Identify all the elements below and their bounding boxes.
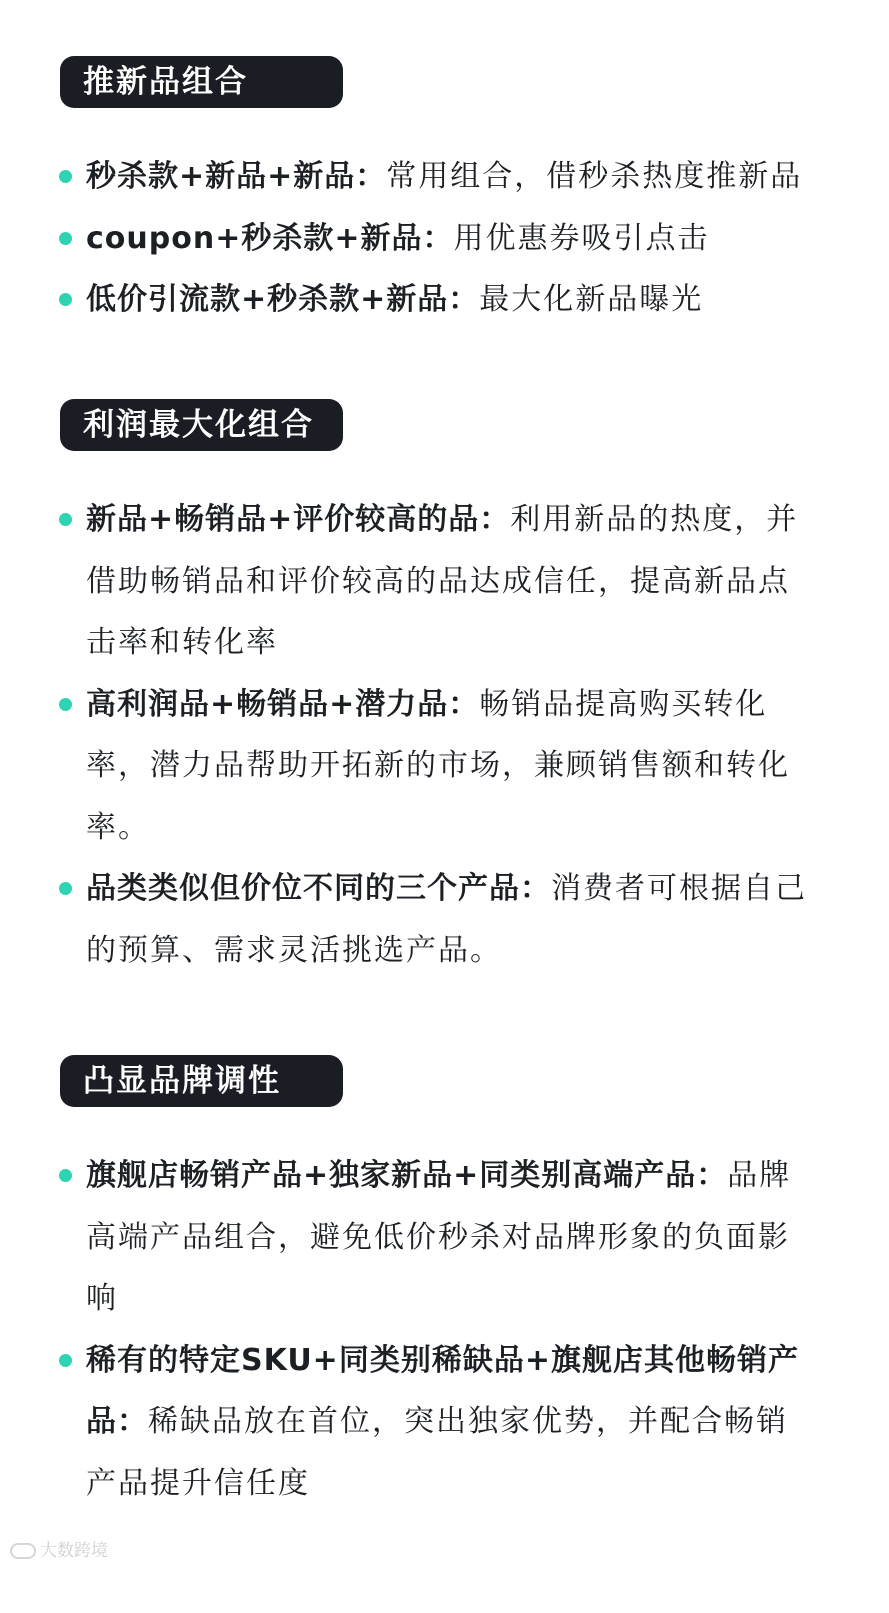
bullet-dot-icon bbox=[59, 1169, 72, 1182]
item-bold: 新品+畅销品+评价较高的品： bbox=[86, 502, 511, 537]
bullet-dot-icon bbox=[59, 513, 72, 526]
item-desc: 最大化新品曝光 bbox=[479, 282, 704, 317]
list-item bbox=[0, 269, 889, 331]
item-desc: 消费者可根据自己的预算、需求灵活挑选产品。 bbox=[86, 871, 807, 968]
item-bold: 秒杀款+新品+新品： bbox=[86, 159, 387, 194]
item-list bbox=[0, 1145, 889, 1514]
section-title: 利润最大化组合 bbox=[60, 399, 343, 451]
brand-logo-icon bbox=[10, 1543, 36, 1559]
item-list bbox=[0, 489, 889, 981]
section-title: 凸显品牌调性 bbox=[60, 1055, 343, 1107]
item-list bbox=[0, 146, 889, 331]
bullet-dot-icon bbox=[59, 882, 72, 895]
list-item bbox=[0, 489, 889, 674]
item-desc: 稀缺品放在首位，突出独家优势，并配合畅销产品提升信任度 bbox=[86, 1404, 788, 1501]
section-title: 推新品组合 bbox=[60, 56, 343, 108]
item-desc: 畅销品提高购买转化率，潜力品帮助开拓新的市场，兼顾销售额和转化率。 bbox=[86, 686, 790, 845]
bullet-dot-icon bbox=[59, 170, 72, 183]
list-item bbox=[0, 674, 889, 859]
bullet-dot-icon bbox=[59, 293, 72, 306]
item-desc: 品牌高端产品组合，避免低价秒杀对品牌形象的负面影响 bbox=[86, 1158, 792, 1316]
bullet-dot-icon bbox=[59, 232, 72, 245]
bullet-dot-icon bbox=[59, 698, 72, 711]
item-bold: coupon+秒杀款+新品： bbox=[86, 220, 454, 256]
list-item bbox=[0, 858, 889, 981]
item-desc: 利用新品的热度，并借助畅销品和评价较高的品达成信任，提高新品点击率和转化率 bbox=[86, 502, 799, 660]
list-item bbox=[0, 1145, 889, 1330]
item-bold: 高利润品+畅销品+潜力品： bbox=[86, 686, 480, 722]
watermark-text: 大数跨境 bbox=[40, 1541, 108, 1561]
watermark bbox=[10, 1536, 108, 1566]
item-desc: 常用组合，借秒杀热度推新品 bbox=[386, 159, 803, 194]
list-item bbox=[0, 146, 889, 208]
item-bold: 旗舰店畅销产品+独家新品+同类别高端产品： bbox=[86, 1158, 728, 1193]
item-bold: 品类类似但价位不同的三个产品： bbox=[86, 871, 551, 906]
bullet-dot-icon bbox=[59, 1354, 72, 1367]
item-bold: 稀有的特定SKU+同类别稀缺品+旗舰店其他畅销产品： bbox=[86, 1342, 799, 1439]
list-item bbox=[0, 1330, 889, 1515]
item-desc: 用优惠券吸引点击 bbox=[453, 220, 710, 256]
item-bold: 低价引流款+秒杀款+新品： bbox=[86, 282, 480, 317]
list-item bbox=[0, 208, 889, 270]
